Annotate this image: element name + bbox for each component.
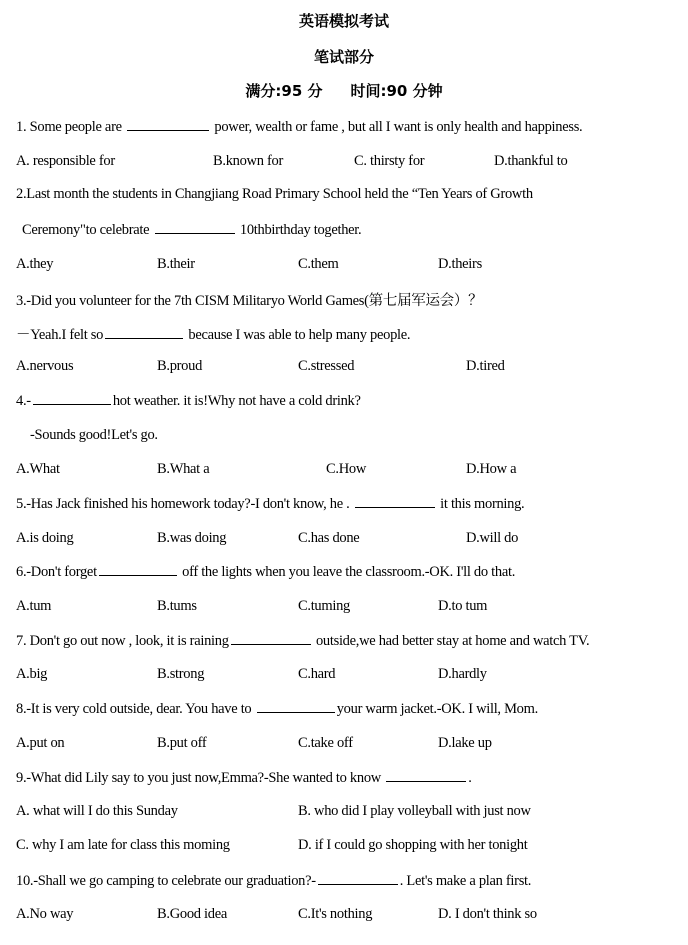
question-9-line-1 — [16, 769, 472, 787]
q1-option-d: D.thankful to — [494, 153, 568, 169]
question-text: Ceremony"to celebrate — [22, 222, 153, 238]
question-text: hot weather. it is!Why not have a cold drink? — [112, 393, 361, 409]
q5-option-d: D.will do — [466, 530, 519, 546]
q5-option-b: B.was doing — [157, 530, 227, 546]
question-text: because I was able to help many people. — [185, 327, 411, 343]
question-text: 2.Last month the students in Changjiang Road Primary School held the “Ten Years of Growth — [16, 186, 533, 202]
question-6-line-1 — [16, 563, 515, 581]
question-text: power, wealth or fame , but all I want is only health and happiness. — [211, 119, 583, 135]
question-text: 7. Don't go out now , look, it is raining — [16, 633, 229, 649]
question-text: . — [468, 770, 472, 786]
q2-option-b: B.their — [157, 256, 195, 272]
q7-option-c: C.hard — [298, 666, 336, 682]
question-text: 10thbirthday together. — [236, 222, 362, 238]
q4-option-d: D.How a — [466, 461, 517, 477]
question-text: outside,we had better stay at home and watch TV. — [312, 633, 590, 649]
q3-option-b: B.proud — [157, 358, 203, 374]
question-text: 4.- — [16, 393, 31, 409]
q9-option-c: C. why I am late for class this moming — [16, 837, 230, 853]
q3-option-d: D.tired — [466, 358, 505, 374]
question-text: off the lights when you leave the classroom.-OK. I'll do that. — [178, 564, 516, 580]
q6-option-c: C.tuming — [298, 598, 350, 614]
question-text: 1. Some people are — [16, 119, 126, 135]
answer-blank — [318, 872, 398, 885]
q6-option-a: A.tum — [16, 598, 52, 614]
q1-option-a: A. responsible for — [16, 153, 115, 169]
q10-option-c: C.It's nothing — [298, 906, 373, 922]
answer-blank — [386, 769, 466, 782]
question-text: your warm jacket.-OK. I will, Mom. — [336, 701, 538, 717]
q2-option-d: D.theirs — [438, 256, 482, 272]
q3-option-a: A.nervous — [16, 358, 74, 374]
q7-option-b: B.strong — [157, 666, 205, 682]
question-7-line-1 — [16, 632, 589, 650]
answer-blank — [155, 221, 235, 234]
q1-option-b: B.known for — [213, 153, 284, 169]
q5-option-a: A.is doing — [16, 530, 74, 546]
question-4-line-1 — [16, 392, 361, 410]
exam-info — [0, 80, 688, 101]
q6-option-d: D.to tum — [438, 598, 488, 614]
q2-option-c: C.them — [298, 256, 339, 272]
question-text: 5.-Has Jack finished his homework today?-I don't know, he . — [16, 496, 353, 512]
question-4-line-2 — [30, 427, 158, 444]
question-text: 8.-It is very cold outside, dear. You have to — [16, 701, 255, 717]
q9-option-a: A. what will I do this Sunday — [16, 803, 178, 819]
question-text: 9.-What did Lily say to you just now,Emma?-She wanted to know — [16, 770, 385, 786]
question-3-line-2 — [16, 323, 410, 344]
answer-blank — [99, 563, 177, 576]
q10-option-b: B.Good idea — [157, 906, 227, 922]
question-8-line-1 — [16, 700, 538, 718]
question-text: 10.-Shall we go camping to celebrate our graduation?- — [16, 873, 316, 889]
q8-option-b: B.put off — [157, 735, 207, 751]
q9-option-b: B. who did I play volleyball with just now — [298, 803, 531, 819]
question-1-line-1 — [16, 118, 582, 136]
answer-blank — [105, 326, 183, 339]
q8-option-a: A.put on — [16, 735, 65, 751]
exam-time: 时间:90 分钟 — [350, 82, 443, 100]
answer-blank — [127, 118, 209, 131]
q5-option-c: C.has done — [298, 530, 360, 546]
section-title: 笔试部分 — [313, 48, 374, 66]
q6-option-b: B.tums — [157, 598, 197, 614]
question-text: 3.-Did you volunteer for the 7th CISM Militaryo World Games(第七届军运会）？ — [16, 293, 483, 309]
question-text: . Let's make a plan first. — [399, 873, 532, 889]
q7-option-a: A.big — [16, 666, 48, 682]
question-10-line-1 — [16, 872, 531, 890]
question-text: -Sounds good!Let's go. — [30, 427, 158, 443]
question-2-line-1 — [16, 186, 533, 203]
q2-option-a: A.they — [16, 256, 54, 272]
q8-option-c: C.take off — [298, 735, 353, 751]
answer-blank — [231, 632, 311, 645]
q7-option-d: D.hardly — [438, 666, 487, 682]
question-3-line-1 — [16, 289, 482, 310]
q10-option-d: D. I don't think so — [438, 906, 537, 922]
exam-title: 英语模拟考试 — [298, 12, 389, 30]
question-text: 6.-Don't forget — [16, 564, 97, 580]
q1-option-c: C. thirsty for — [354, 153, 425, 169]
question-text: it this morning. — [436, 496, 525, 512]
q8-option-d: D.lake up — [438, 735, 492, 751]
q4-option-b: B.What a — [157, 461, 210, 477]
answer-blank — [355, 495, 435, 508]
full-score: 满分:95 分 — [245, 82, 323, 100]
q3-option-c: C.stressed — [298, 358, 355, 374]
answer-blank — [33, 392, 111, 405]
q9-option-d: D. if I could go shopping with her tonight — [298, 837, 528, 853]
q4-option-a: A.What — [16, 461, 60, 477]
question-2-line-2 — [22, 221, 361, 239]
question-5-line-1 — [16, 495, 524, 513]
answer-blank — [257, 700, 335, 713]
question-text: －Yeah.I felt so — [16, 327, 104, 343]
q4-option-c: C.How — [326, 461, 366, 477]
q10-option-a: A.No way — [16, 906, 74, 922]
